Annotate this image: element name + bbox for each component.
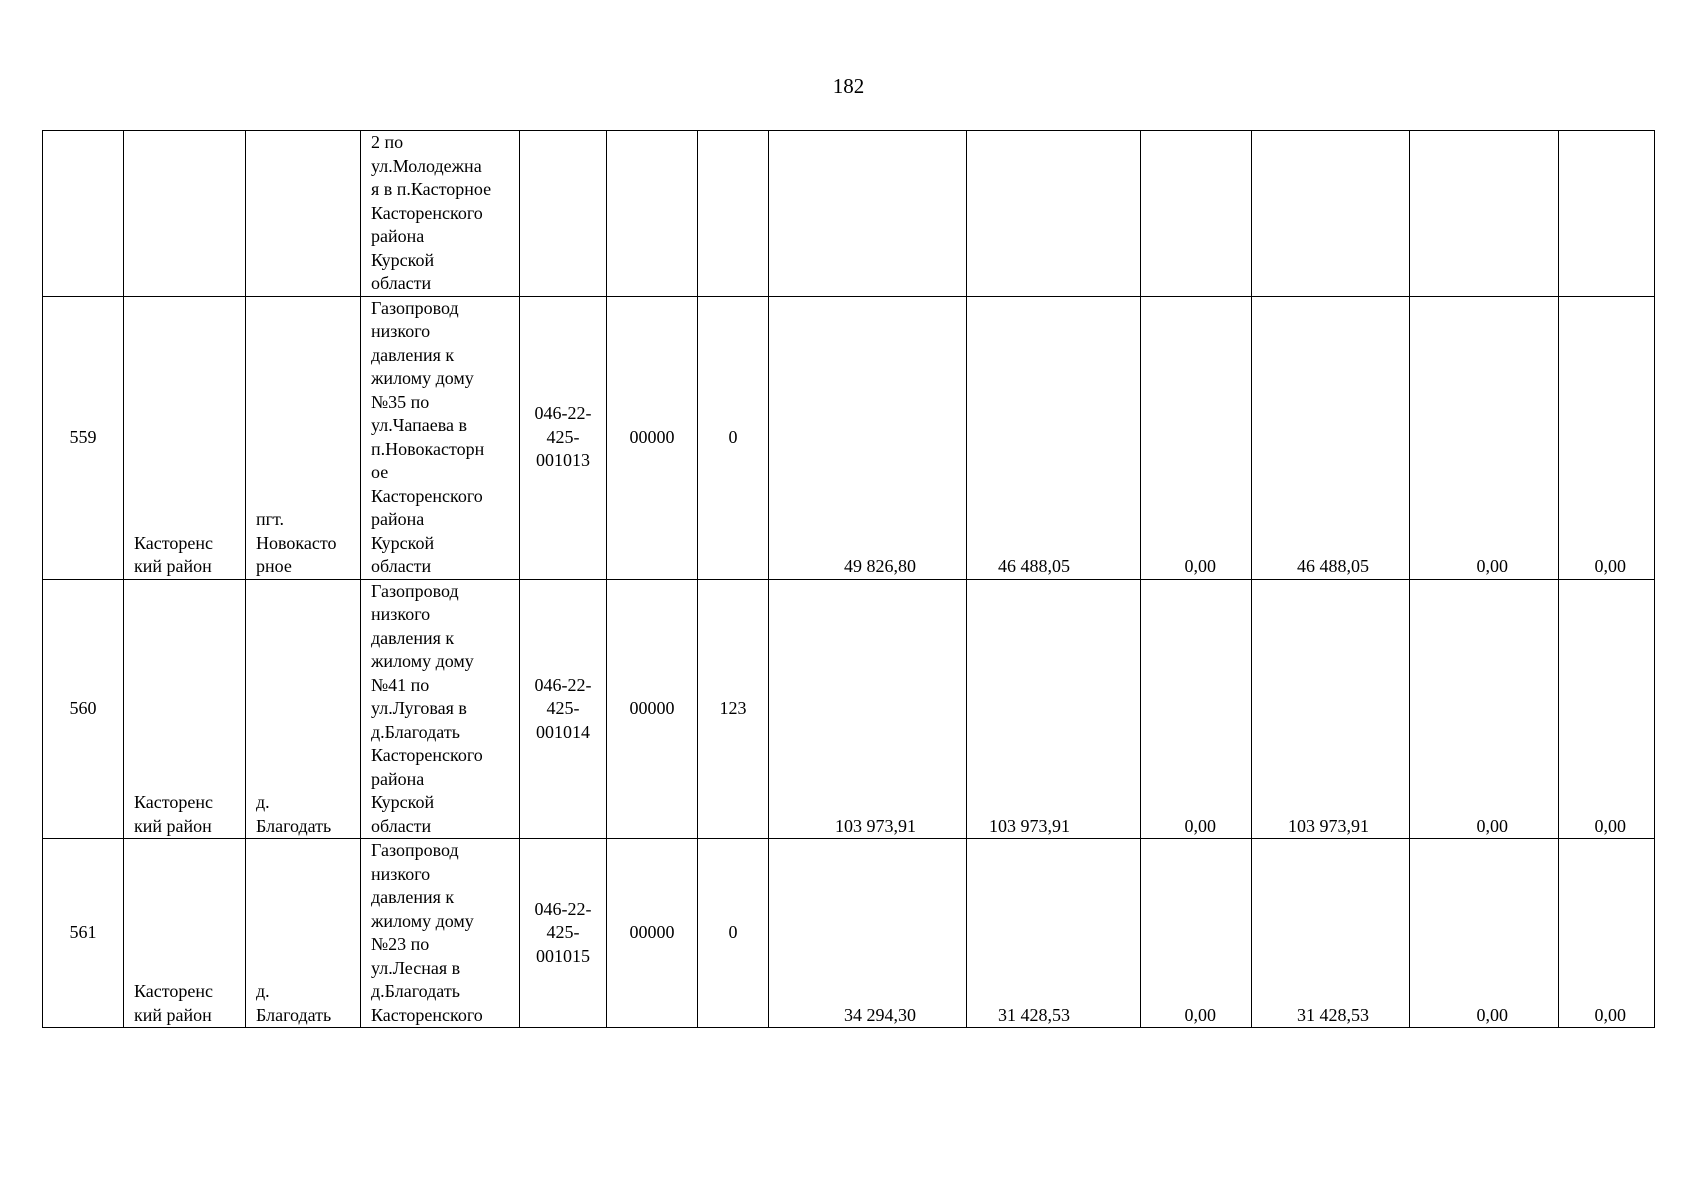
district-cell: Касторенс кий район (124, 296, 246, 579)
district-cell (124, 131, 246, 297)
table-row (43, 839, 1655, 1028)
description-cell: Газопровод низкого давления к жилому дому №35 по ул.Чапаева в п.Новокасторн ое Касторенского района Курской области (361, 296, 520, 579)
settlement-cell (246, 131, 361, 297)
registry-table (42, 130, 1655, 1028)
oktmo-cell (607, 131, 698, 297)
total-cost-cell: 34 294,30 (769, 839, 967, 1028)
description-cell: Газопровод низкого давления к жилому дому №23 по ул.Лесная в д.Благодать Касторенского (361, 839, 520, 1028)
book-value-cell: 103 973,91 (967, 579, 1141, 839)
amount-cell: 0,00 (1410, 579, 1559, 839)
total-cost-cell (769, 131, 967, 297)
depreciation-cell (1141, 131, 1252, 297)
book-value-cell: 46 488,05 (967, 296, 1141, 579)
total-cost-cell: 103 973,91 (769, 579, 967, 839)
length-cell: 0 (698, 296, 769, 579)
code-cell: 046-22- 425- 001013 (520, 296, 607, 579)
amount-cell: 0,00 (1410, 296, 1559, 579)
page-number: 182 (832, 74, 865, 98)
amount-cell: 0,00 (1559, 839, 1655, 1028)
code-cell: 046-22- 425- 001014 (520, 579, 607, 839)
length-cell: 123 (698, 579, 769, 839)
depreciation-cell: 0,00 (1141, 296, 1252, 579)
residual-value-cell (1252, 131, 1410, 297)
length-cell: 0 (698, 839, 769, 1028)
amount-cell: 0,00 (1410, 839, 1559, 1028)
code-cell: 046-22- 425- 001015 (520, 839, 607, 1028)
oktmo-cell: 00000 (607, 839, 698, 1028)
settlement-cell: пгт. Новокасто рное (246, 296, 361, 579)
depreciation-cell: 0,00 (1141, 839, 1252, 1028)
total-cost-cell: 49 826,80 (769, 296, 967, 579)
amount-cell: 0,00 (1559, 296, 1655, 579)
row-number (43, 131, 124, 297)
description-cell: 2 по ул.Молодежна я в п.Касторное Касторенского района Курской области (361, 131, 520, 297)
residual-value-cell: 103 973,91 (1252, 579, 1410, 839)
code-cell (520, 131, 607, 297)
description-cell: Газопровод низкого давления к жилому дому №41 по ул.Луговая в д.Благодать Касторенского района Курской области (361, 579, 520, 839)
table-row (43, 296, 1655, 579)
row-number: 561 (43, 839, 124, 1028)
length-cell (698, 131, 769, 297)
residual-value-cell: 46 488,05 (1252, 296, 1410, 579)
table-row (43, 579, 1655, 839)
district-cell: Касторенс кий район (124, 839, 246, 1028)
residual-value-cell: 31 428,53 (1252, 839, 1410, 1028)
oktmo-cell: 00000 (607, 579, 698, 839)
book-value-cell: 31 428,53 (967, 839, 1141, 1028)
district-cell: Касторенс кий район (124, 579, 246, 839)
settlement-cell: д. Благодать (246, 579, 361, 839)
book-value-cell (967, 131, 1141, 297)
amount-cell (1559, 131, 1655, 297)
settlement-cell: д. Благодать (246, 839, 361, 1028)
table-row (43, 131, 1655, 297)
oktmo-cell: 00000 (607, 296, 698, 579)
row-number: 560 (43, 579, 124, 839)
row-number: 559 (43, 296, 124, 579)
amount-cell: 0,00 (1559, 579, 1655, 839)
depreciation-cell: 0,00 (1141, 579, 1252, 839)
amount-cell (1410, 131, 1559, 297)
